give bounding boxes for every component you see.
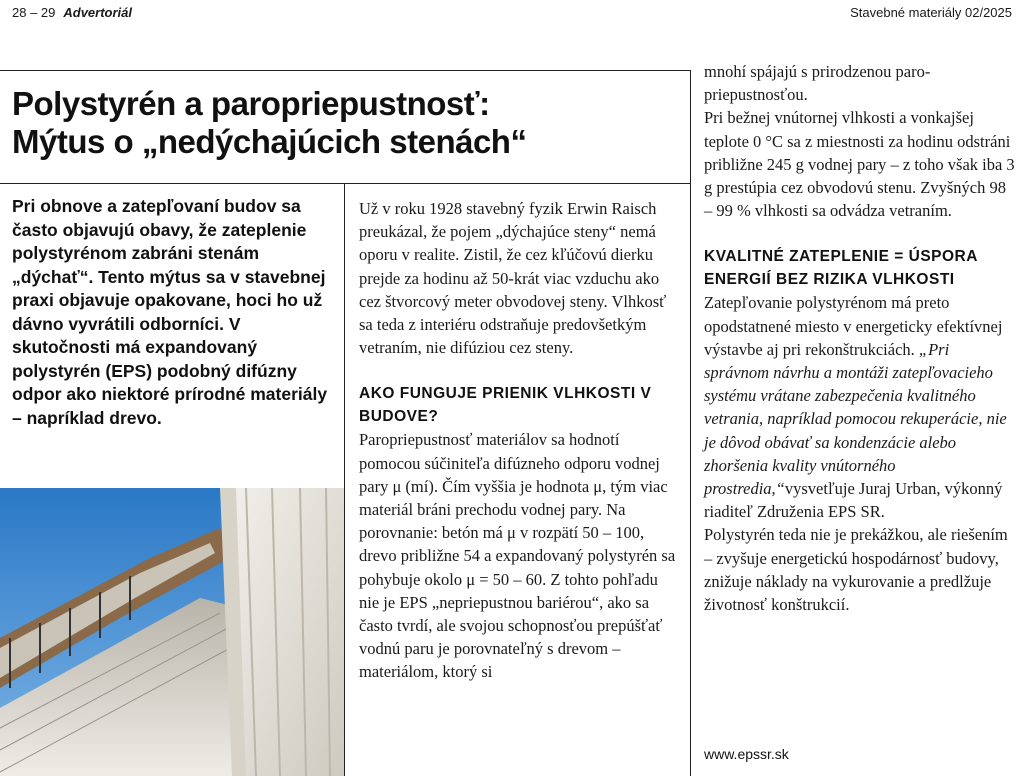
- paragraph-continued: mnohí spájajú s prirodzenou paropriepustnosťou.: [704, 62, 931, 105]
- page-header-left: [12, 5, 132, 20]
- article-column-2: [359, 197, 681, 684]
- headline-line-2: Mýtus o „nedýchajúcich stenách“: [12, 123, 527, 160]
- headline: [12, 85, 678, 161]
- article-column-3: [704, 60, 1016, 616]
- paragraph-permeability: Paropriepustnosť materiálov sa hodnotí pomocou súčiniteľa difúzneho odporu vodnej pary μ (mí). Čím vyššia je hodnota μ, tým viac materiál bráni prechodu vodnej pary. Na porovnanie: betón má μ v rozpätí 50 – 100, drevo približne 54 a expandovaný polystyrén sa pohybuje okolo μ = 50 – 60. Z tohto pohľadu nie je EPS „nepriepustnou bariérou“, ako sa často tvrdí, ale svojou schopnosťou prepúšťať vodnú paru je porovnateľný s drevom – materiálom, ktorý si: [359, 430, 676, 682]
- column-divider-right: [690, 184, 691, 776]
- paragraph-quote: [704, 291, 1016, 523]
- lead-paragraph: Pri obnove a zatepľovaní budov sa často objavujú obavy, že zateplenie polystyrénom zabráni stenám „dýchať“. Tento mýtus sa v stavebnej praxi objavuje opakovane, hoci ho už dávno vyvrátili odborníci. V skutočnosti má expandovaný polystyrén (EPS) podobný difúzny odpor ako niektoré prírodné materiály – napríklad drevo.: [12, 196, 328, 428]
- subhead-insulation: KVALITNÉ ZATEPLENIE = ÚSPORA ENERGIÍ BEZ RIZIKA VLHKOSTI: [704, 248, 978, 289]
- page-header: [0, 0, 1024, 26]
- subhead-moisture: AKO FUNGUJE PRIENIK VLHKOSTI V BUDOVE?: [359, 385, 652, 426]
- building-photo: [0, 488, 344, 776]
- quote-attribution: vysvetľuje Juraj Urban, výkonný riaditeľ Združenia EPS SR.: [704, 479, 1003, 522]
- quote-text: „Pri správnom návrhu a montáži zatepľovacieho systému vrátane zabezpečenia kvalitného vetrania, napríklad pomocou rekuperácie, nie je dôvod obávať sa kondenzácie alebo zhoršenia kvality vnútorného prostredia,“: [704, 339, 1007, 499]
- building-photo-illustration: [0, 488, 344, 776]
- website-link[interactable]: www.epssr.sk: [704, 746, 789, 762]
- section-label: Advertoriál: [63, 5, 133, 20]
- paragraph-closing: Polystyrén teda nie je prekážkou, ale riešením – zvyšuje energetickú hospodárnosť budovy, znižuje náklady na vykurovanie a predlžuje životnosť konštrukcií.: [704, 525, 1008, 615]
- column-divider: [344, 184, 345, 776]
- paragraph-vapour: Pri bežnej vnútornej vlhkosti a vonkajšej teplote 0 °C sa z miestnosti za hodinu odstráni približne 245 g vodnej pary – z toho však iba 3 g prestúpia cez obvodovú stenu. Zvyšných 98 – 99 % vlhkosti sa odvádza vetraním.: [704, 108, 1015, 221]
- page-numbers: 28 – 29: [12, 5, 56, 20]
- issue-label: Stavebné materiály 02/2025: [850, 5, 1012, 20]
- headline-line-1: Polystyrén a paropriepustnosť:: [12, 85, 490, 122]
- quote-lead-in: Zatepľovanie polystyrénom má preto opodstatnené miesto v energeticky efektívnej výstavbe aj pri rekonštrukciách.: [704, 293, 1003, 359]
- headline-box: [0, 70, 691, 184]
- paragraph-intro: Už v roku 1928 stavebný fyzik Erwin Raisch preukázal, že pojem „dýchajúce steny“ nemá oporu v realite. Zistil, že cez kľúčovú dierku prejde za hodinu až 50-krát viac vzduchu ako cez štvorcový meter obvodovej steny. Vlhkosť sa teda z interiéru odstraňuje predovšetkým vetraním, nie difúziou cez steny.: [359, 199, 667, 358]
